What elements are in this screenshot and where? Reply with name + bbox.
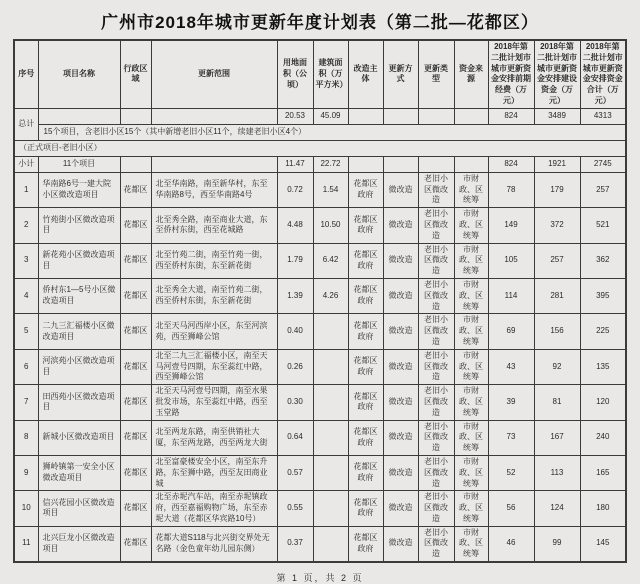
cell-name: 田西苑小区微改造项目 [38, 385, 120, 420]
cell-pre-fund: 39 [488, 385, 534, 420]
cell-empty [454, 156, 488, 172]
cell-build-fund: 156 [534, 314, 580, 349]
cell-total-fund: 521 [580, 208, 626, 243]
cell-pre-fund: 56 [488, 491, 534, 526]
cell-seq: 4 [14, 278, 38, 313]
cell-scope: 北至天马河壹号四期，南至水果批发市场，东至蕊红中路，西至玉堂路 [151, 385, 277, 420]
cell-total-build-fund: 3489 [534, 108, 580, 124]
cell-district: 花都区 [120, 172, 151, 207]
header-cell-build-area: 建筑面积（万平方米） [313, 40, 348, 108]
page-title: 广州市2018年城市更新年度计划表（第二批—花都区） [101, 13, 539, 32]
cell-build-area [313, 491, 348, 526]
cell-method: 微改造 [383, 349, 418, 384]
cell-scope: 花都大道S118与北兴街交界处无名路（金色童年幼儿园东侧） [151, 526, 277, 562]
cell-name: 新花苑小区微改造项目 [38, 243, 120, 278]
cell-funding: 市财政、区统筹 [454, 243, 488, 278]
cell-pre-fund: 78 [488, 172, 534, 207]
header-cell-land-area: 用地面积（公顷） [277, 40, 313, 108]
cell-empty [120, 156, 151, 172]
cell-district: 花都区 [120, 349, 151, 384]
cell-seq: 11 [14, 526, 38, 562]
subtotal-row [14, 156, 626, 172]
cell-name: 河滨苑小区微改造项目 [38, 349, 120, 384]
table-row [14, 491, 626, 526]
cell-type: 老旧小区微改造 [418, 491, 454, 526]
cell-build-fund: 257 [534, 243, 580, 278]
cell-land-area: 0.30 [277, 385, 313, 420]
table-row [14, 455, 626, 490]
cell-empty [454, 108, 488, 124]
table-row [14, 385, 626, 420]
cell-seq: 1 [14, 172, 38, 207]
cell-method: 微改造 [383, 491, 418, 526]
cell-subject: 花都区政府 [348, 172, 383, 207]
cell-scope: 北至竹苑二街，南至竹苑一街，西至侨村东街，东至新花街 [151, 243, 277, 278]
cell-build-fund: 81 [534, 385, 580, 420]
cell-funding: 市财政、区统筹 [454, 349, 488, 384]
header-cell-type: 更新类型 [418, 40, 454, 108]
cell-build-area [313, 420, 348, 455]
cell-subject: 花都区政府 [348, 491, 383, 526]
cell-build-area: 1.54 [313, 172, 348, 207]
cell-scope: 北至华南路，南至新华村，东至华南路8号，西至华南路4号 [151, 172, 277, 207]
cell-land-area: 0.37 [277, 526, 313, 562]
cell-scope: 北至秀全路，南至商业大道，东至侨村东街，西至花城路 [151, 208, 277, 243]
table-row [14, 208, 626, 243]
header-cell-total-fund: 2018年第二批计划市城市更新资金安排资金合计（万元） [580, 40, 626, 108]
cell-land-area: 1.39 [277, 278, 313, 313]
header-cell-pre-fund: 2018年第二批计划市城市更新资金安排前期经费（万元） [488, 40, 534, 108]
cell-build-fund: 113 [534, 455, 580, 490]
section-row [14, 140, 626, 156]
cell-type: 老旧小区微改造 [418, 385, 454, 420]
cell-funding: 市财政、区统筹 [454, 385, 488, 420]
cell-total-fund: 165 [580, 455, 626, 490]
header-cell-method: 更新方式 [383, 40, 418, 108]
cell-scope: 北至二九三汇福楼小区，南至天马河壹号四期，东至蕊红中路，西至狮峰公馆 [151, 349, 277, 384]
cell-seq: 2 [14, 208, 38, 243]
header-row [14, 40, 626, 108]
cell-build-fund: 179 [534, 172, 580, 207]
cell-subject: 花都区政府 [348, 243, 383, 278]
cell-build-area [313, 314, 348, 349]
cell-scope: 北至富豪楼安全小区，南至东升路，东至狮中路，西至友田商业城 [151, 455, 277, 490]
cell-funding: 市财政、区统筹 [454, 172, 488, 207]
cell-district: 花都区 [120, 278, 151, 313]
cell-subject: 花都区政府 [348, 278, 383, 313]
cell-build-fund: 281 [534, 278, 580, 313]
cell-total-label: 总计 [14, 108, 38, 140]
cell-subtotal-land-area: 11.47 [277, 156, 313, 172]
cell-total-fund: 257 [580, 172, 626, 207]
cell-build-fund: 167 [534, 420, 580, 455]
cell-empty [418, 156, 454, 172]
cell-build-area [313, 349, 348, 384]
table-row [14, 243, 626, 278]
cell-scope: 北至赤坭汽车站，南至赤坭镇政府，西至嘉福购物广场，东至赤坭大道（花都区华宾路10号） [151, 491, 277, 526]
cell-subject: 花都区政府 [348, 455, 383, 490]
cell-type: 老旧小区微改造 [418, 172, 454, 207]
cell-funding: 市财政、区统筹 [454, 278, 488, 313]
cell-district: 花都区 [120, 455, 151, 490]
cell-seq: 7 [14, 385, 38, 420]
cell-build-area: 6.42 [313, 243, 348, 278]
cell-pre-fund: 105 [488, 243, 534, 278]
note-row [14, 124, 626, 140]
cell-subtotal-name: 11个项目 [38, 156, 120, 172]
cell-method: 微改造 [383, 385, 418, 420]
cell-pre-fund: 43 [488, 349, 534, 384]
cell-type: 老旧小区微改造 [418, 526, 454, 562]
cell-section-label: （正式项目-老旧小区） [14, 140, 626, 156]
cell-land-area: 1.79 [277, 243, 313, 278]
cell-name: 新城小区微改造项目 [38, 420, 120, 455]
cell-land-area: 0.40 [277, 314, 313, 349]
cell-subject: 花都区政府 [348, 208, 383, 243]
cell-seq: 8 [14, 420, 38, 455]
cell-type: 老旧小区微改造 [418, 420, 454, 455]
cell-type: 老旧小区微改造 [418, 208, 454, 243]
cell-seq: 3 [14, 243, 38, 278]
cell-empty [120, 108, 151, 124]
cell-subject: 花都区政府 [348, 526, 383, 562]
cell-subtotal-pre-fund: 824 [488, 156, 534, 172]
cell-total-total-fund: 4313 [580, 108, 626, 124]
cell-method: 微改造 [383, 526, 418, 562]
cell-total-pre-fund: 824 [488, 108, 534, 124]
cell-district: 花都区 [120, 243, 151, 278]
cell-total-note: 15个项目，含老旧小区15个（其中新增老旧小区11个，续建老旧小区4个） [38, 124, 626, 140]
cell-empty [38, 108, 120, 124]
cell-name: 侨村东1—5号小区微改造项目 [38, 278, 120, 313]
cell-empty [348, 108, 383, 124]
cell-pre-fund: 69 [488, 314, 534, 349]
cell-funding: 市财政、区统筹 [454, 526, 488, 562]
cell-pre-fund: 52 [488, 455, 534, 490]
cell-scope: 北至天马河西岸小区，东至河滨苑，西至狮峰公馆 [151, 314, 277, 349]
cell-land-area: 0.64 [277, 420, 313, 455]
cell-pre-fund: 46 [488, 526, 534, 562]
header-cell-subject: 改造主体 [348, 40, 383, 108]
cell-empty [151, 108, 277, 124]
cell-build-area [313, 385, 348, 420]
cell-name: 华南路6号一建大院小区微改造项目 [38, 172, 120, 207]
cell-district: 花都区 [120, 385, 151, 420]
cell-empty [383, 108, 418, 124]
cell-pre-fund: 73 [488, 420, 534, 455]
cell-empty [418, 108, 454, 124]
cell-district: 花都区 [120, 526, 151, 562]
cell-build-fund: 372 [534, 208, 580, 243]
cell-scope: 北至两龙东路，南至供销社大厦，东至两龙路，西至两龙大街 [151, 420, 277, 455]
cell-type: 老旧小区微改造 [418, 314, 454, 349]
cell-seq: 9 [14, 455, 38, 490]
cell-funding: 市财政、区统筹 [454, 455, 488, 490]
table-row [14, 526, 626, 562]
cell-build-area [313, 455, 348, 490]
plan-table [13, 39, 627, 563]
header-cell-scope: 更新范围 [151, 40, 277, 108]
cell-total-fund: 120 [580, 385, 626, 420]
cell-seq: 5 [14, 314, 38, 349]
cell-type: 老旧小区微改造 [418, 455, 454, 490]
cell-land-area: 0.26 [277, 349, 313, 384]
header-cell-build-fund: 2018年第二批计划市城市更新资金安排建设资金（万元） [534, 40, 580, 108]
cell-method: 微改造 [383, 314, 418, 349]
cell-district: 花都区 [120, 314, 151, 349]
cell-empty [348, 156, 383, 172]
cell-empty [151, 156, 277, 172]
cell-total-land-area: 20.53 [277, 108, 313, 124]
total-row [14, 108, 626, 124]
cell-subject: 花都区政府 [348, 385, 383, 420]
cell-build-fund: 99 [534, 526, 580, 562]
cell-subtotal-build-fund: 1921 [534, 156, 580, 172]
cell-subject: 花都区政府 [348, 314, 383, 349]
cell-land-area: 0.72 [277, 172, 313, 207]
cell-method: 微改造 [383, 278, 418, 313]
cell-total-fund: 240 [580, 420, 626, 455]
cell-subtotal-label: 小计 [14, 156, 38, 172]
cell-build-fund: 124 [534, 491, 580, 526]
table-row [14, 420, 626, 455]
cell-method: 微改造 [383, 420, 418, 455]
cell-total-fund: 145 [580, 526, 626, 562]
cell-type: 老旧小区微改造 [418, 349, 454, 384]
cell-empty [383, 156, 418, 172]
cell-total-fund: 395 [580, 278, 626, 313]
header-cell-seq: 序号 [14, 40, 38, 108]
cell-district: 花都区 [120, 491, 151, 526]
cell-land-area: 0.55 [277, 491, 313, 526]
cell-name: 北兴巨龙小区微改造项目 [38, 526, 120, 562]
cell-total-fund: 225 [580, 314, 626, 349]
cell-funding: 市财政、区统筹 [454, 208, 488, 243]
cell-method: 微改造 [383, 208, 418, 243]
cell-name: 信兴花园小区微改造项目 [38, 491, 120, 526]
header-cell-district: 行政区域 [120, 40, 151, 108]
cell-build-area: 10.50 [313, 208, 348, 243]
cell-method: 微改造 [383, 455, 418, 490]
cell-subject: 花都区政府 [348, 349, 383, 384]
cell-land-area: 0.57 [277, 455, 313, 490]
cell-name: 竹苑街小区微改造项目 [38, 208, 120, 243]
cell-subject: 花都区政府 [348, 420, 383, 455]
page-footer: 第 1 页，共 2 页 [276, 573, 364, 584]
cell-subtotal-build-area: 22.72 [313, 156, 348, 172]
cell-land-area: 4.48 [277, 208, 313, 243]
header-cell-funding: 资金来源 [454, 40, 488, 108]
cell-total-fund: 135 [580, 349, 626, 384]
cell-funding: 市财政、区统筹 [454, 314, 488, 349]
cell-build-area [313, 526, 348, 562]
cell-seq: 10 [14, 491, 38, 526]
header-cell-name: 项目名称 [38, 40, 120, 108]
cell-total-fund: 362 [580, 243, 626, 278]
cell-district: 花都区 [120, 420, 151, 455]
cell-funding: 市财政、区统筹 [454, 420, 488, 455]
cell-funding: 市财政、区统筹 [454, 491, 488, 526]
cell-district: 花都区 [120, 208, 151, 243]
cell-build-fund: 92 [534, 349, 580, 384]
cell-subtotal-total-fund: 2745 [580, 156, 626, 172]
cell-scope: 北至秀全大道，南至竹苑二街，西至侨村东街，东至新花街 [151, 278, 277, 313]
cell-total-fund: 180 [580, 491, 626, 526]
table-row [14, 278, 626, 313]
cell-type: 老旧小区微改造 [418, 243, 454, 278]
table-row [14, 349, 626, 384]
cell-method: 微改造 [383, 243, 418, 278]
cell-pre-fund: 149 [488, 208, 534, 243]
cell-pre-fund: 114 [488, 278, 534, 313]
cell-method: 微改造 [383, 172, 418, 207]
table-row [14, 172, 626, 207]
cell-name: 狮岭镇第一安全小区微改造项目 [38, 455, 120, 490]
table-row [14, 314, 626, 349]
cell-total-build-area: 45.09 [313, 108, 348, 124]
cell-name: 二九三汇福楼小区微改造项目 [38, 314, 120, 349]
cell-type: 老旧小区微改造 [418, 278, 454, 313]
cell-seq: 6 [14, 349, 38, 384]
cell-build-area: 4.26 [313, 278, 348, 313]
